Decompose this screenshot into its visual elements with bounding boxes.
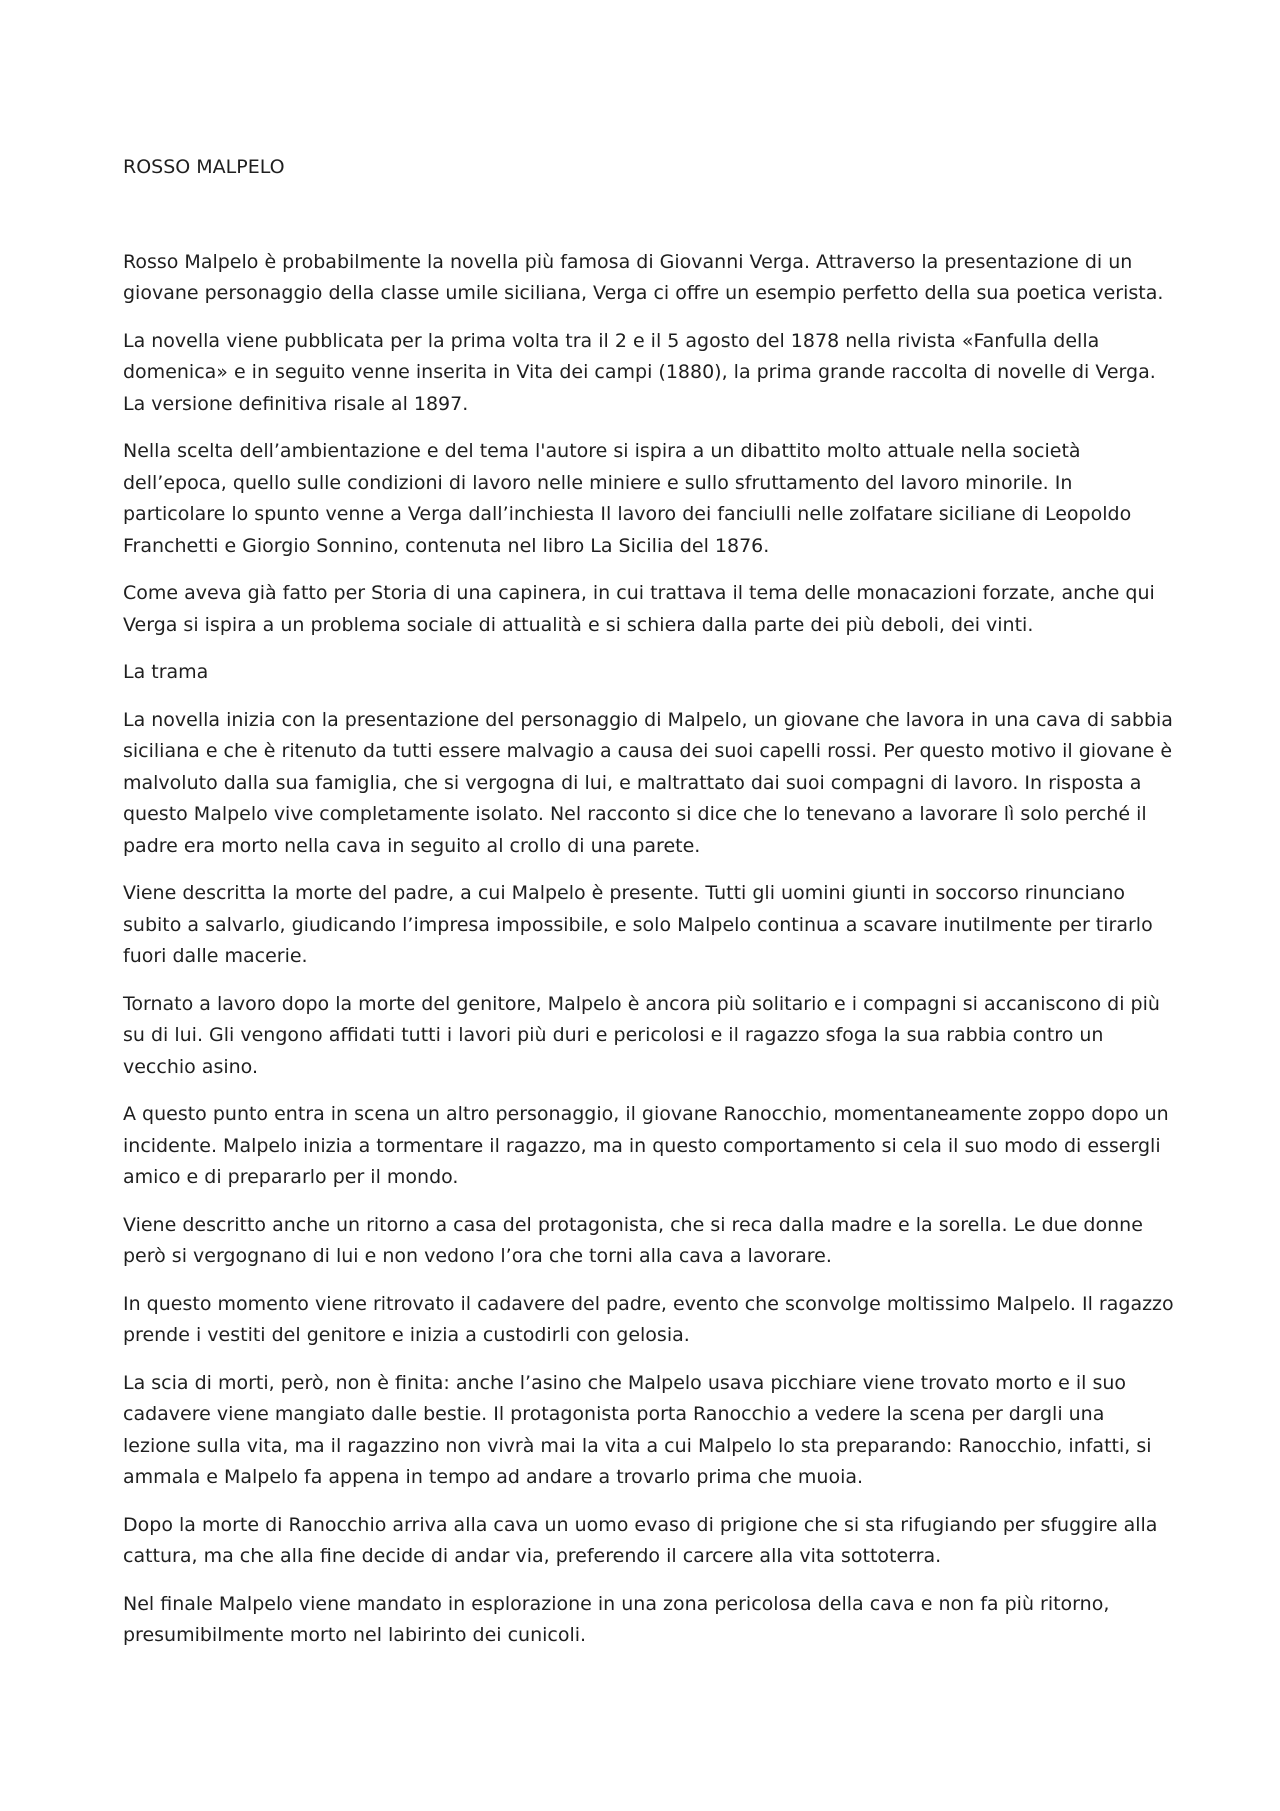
paragraph-father-death: Viene descritta la morte del padre, a cui Malpelo è presente. Tutti gli uomini giunti in soccorso rinunciano subito a salvarlo, giudicando l’impresa impossibile, e solo Malpelo continua a scavare inutilmente per tirarlo fuori dalle macerie. bbox=[123, 882, 1153, 967]
paragraph-return-to-work: Tornato a lavoro dopo la morte del genitore, Malpelo è ancora più solitario e i compagni si accaniscono di più su di lui. Gli vengono affidati tutti i lavori più duri e pericolosi e il ragazzo sfoga la sua rabbia contro un vecchio asino. bbox=[123, 992, 1160, 1078]
paragraph-ranocchio: A questo punto entra in scena un altro personaggio, il giovane Ranocchio, momentaneamente zoppo dopo un incidente. Malpelo inizia a tormentare il ragazzo, ma in questo comportamento si cela il suo modo di essergli amico e di prepararlo per il mondo. bbox=[123, 1103, 1169, 1188]
document-body bbox=[123, 152, 1175, 1668]
paragraph-intro: Rosso Malpelo è probabilmente la novella più famosa di Giovanni Verga. Attraverso la presentazione di un giovane personaggio della classe umile siciliana, Verga ci offre un esempio perfetto della sua poetica verista. bbox=[123, 250, 1164, 304]
paragraph-escaped-man: Dopo la morte di Ranocchio arriva alla cava un uomo evaso di prigione che si sta rifugiando per sfuggire alla cattura, ma che alla fine decide di andar via, preferendo il carcere alla vita sottoterra. bbox=[123, 1513, 1158, 1567]
paragraph-setting: Nella scelta dell’ambientazione e del tema l'autore si ispira a un dibattito molto attuale nella società dell’epoca, quello sulle condizioni di lavoro nelle miniere e sullo sfruttamento del lavoro minorile. In particolare lo spunto venne a Verga dall’inchiesta Il lavoro dei fanciulli nelle zolfatare siciliane di Leopoldo Franchetti e Giorgio Sonnino, contenuta nel libro La Sicilia del 1876. bbox=[123, 440, 1132, 557]
paragraph-ending: Nel finale Malpelo viene mandato in esplorazione in una zona pericolosa della cava e non fa più ritorno, presumibilmente morto nel labirinto dei cunicoli. bbox=[123, 1592, 1110, 1646]
document-title: ROSSO MALPELO bbox=[123, 156, 285, 178]
paragraph-father-body: In questo momento viene ritrovato il cadavere del padre, evento che sconvolge moltissimo Malpelo. Il ragazzo prende i vestiti del genitore e inizia a custodirli con gelosia. bbox=[123, 1292, 1174, 1346]
paragraph-home-visit: Viene descritto anche un ritorno a casa del protagonista, che si reca dalla madre e la sorella. Le due donne però si vergognano di lui e non vedono l’ora che torni alla cava a lavorare. bbox=[123, 1213, 1143, 1267]
paragraph-plot-opening: La novella inizia con la presentazione del personaggio di Malpelo, un giovane che lavora in una cava di sabbia siciliana e che è ritenuto da tutti essere malvagio a causa dei suoi capelli rossi. Per questo motivo il giovane è malvoluto dalla sua famiglia, che si vergogna di lui, e maltrattato dai suoi compagni di lavoro. In risposta a questo Malpelo vive completamente isolato. Nel racconto si dice che lo tenevano a lavorare lì solo perché il padre era morto nella cava in seguito al crollo di una parete. bbox=[123, 708, 1173, 857]
paragraph-publication: La novella viene pubblicata per la prima volta tra il 2 e il 5 agosto del 1878 nella rivista «Fanfulla della domenica» e in seguito venne inserita in Vita dei campi (1880), la prima grande raccolta di novelle di Verga. La versione definitiva risale al 1897. bbox=[123, 329, 1156, 415]
paragraph-deaths: La scia di morti, però, non è finita: anche l’asino che Malpelo usava picchiare viene trovato morto e il suo cadavere viene mangiato dalle bestie. Il protagonista porta Ranocchio a vedere la scena per dargli una lezione sulla vita, ma il ragazzino non vivrà mai la vita a cui Malpelo lo sta preparando: Ranocchio, infatti, si ammala e Malpelo fa appena in tempo ad andare a trovarlo prima che muoia. bbox=[123, 1371, 1152, 1488]
paragraph-social-theme: Come aveva già fatto per Storia di una capinera, in cui trattava il tema delle monacazioni forzate, anche qui Verga si ispira a un problema sociale di attualità e si schiera dalla parte dei più deboli, dei vinti. bbox=[123, 582, 1155, 636]
section-heading-plot: La trama bbox=[123, 661, 209, 683]
